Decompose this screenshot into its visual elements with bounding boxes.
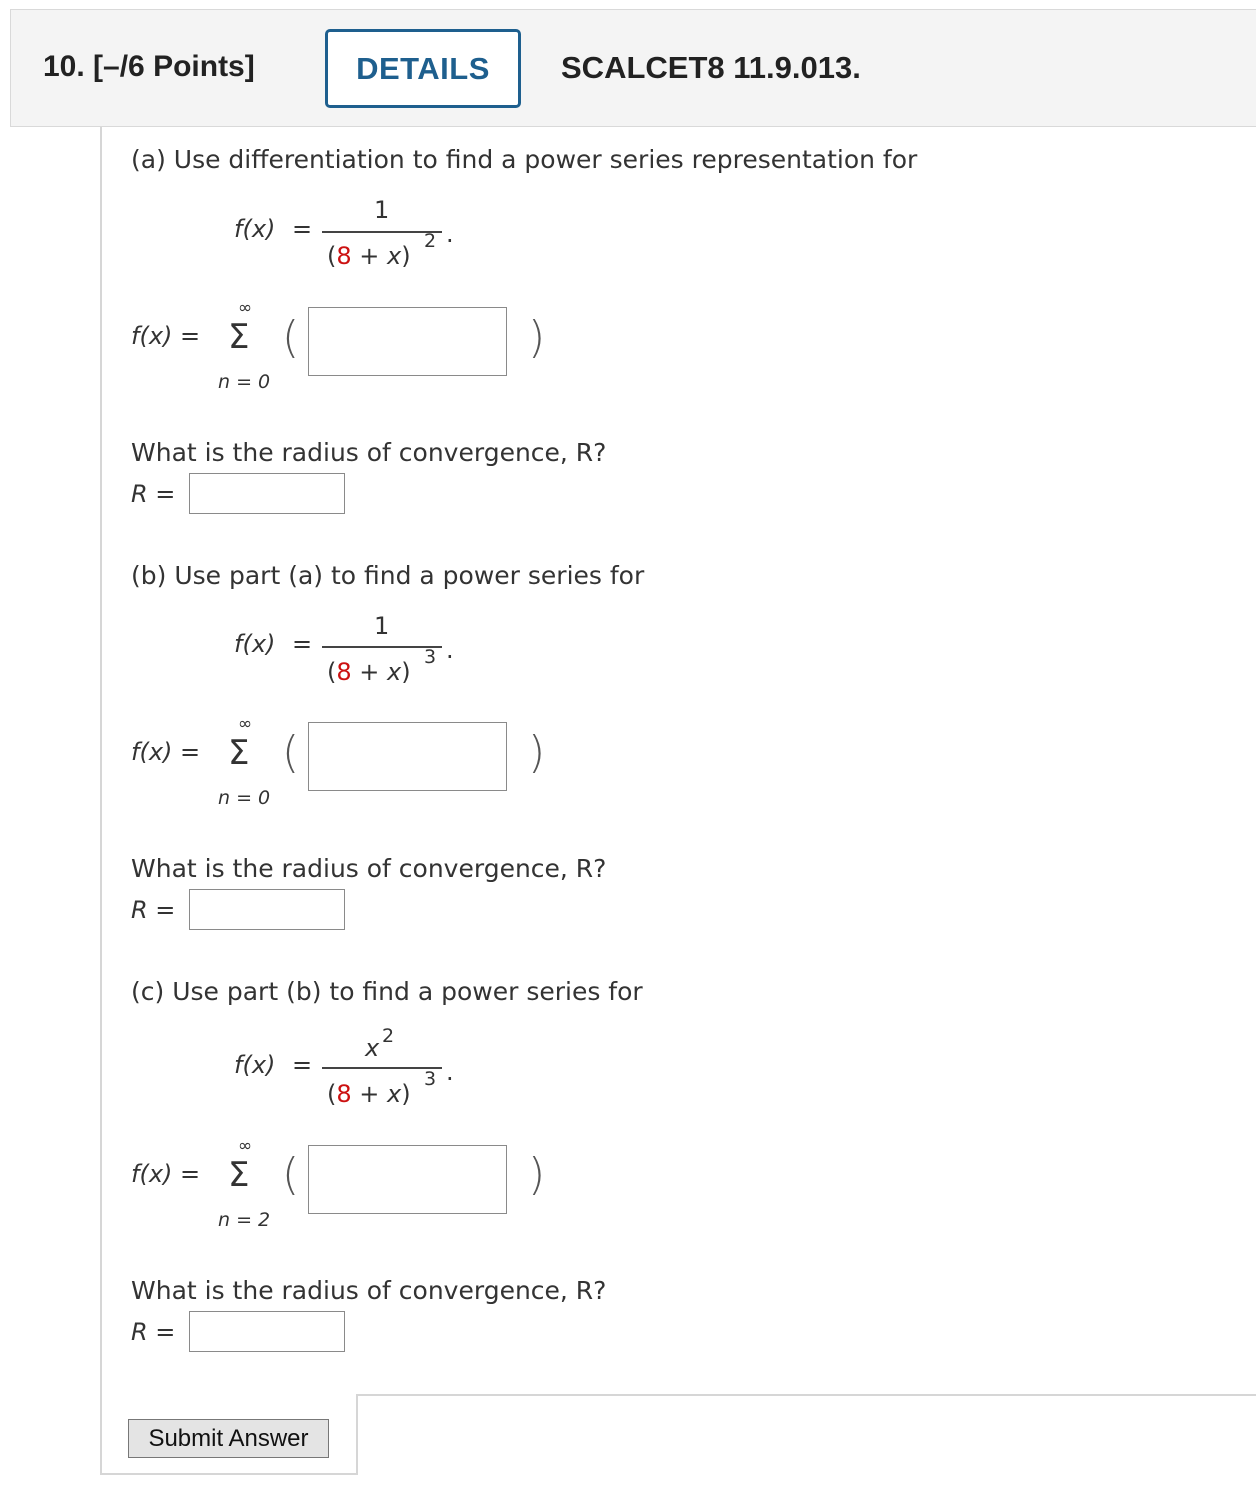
period: . [446, 636, 454, 664]
close-paren: ) [528, 1149, 546, 1200]
open-paren: ( [282, 727, 300, 778]
denominator-constant: 8 [336, 242, 352, 270]
part-b-prompt: (b) Use part (a) to find a power series for [131, 561, 645, 590]
open-paren: ( [282, 312, 300, 363]
details-button[interactable]: DETAILS [325, 29, 521, 108]
problem-code: SCALCET8 11.9.013. [561, 50, 861, 85]
f-of-x: f(x) [131, 322, 173, 350]
f-of-x: f(x) [234, 630, 276, 658]
part-a-prompt: (a) Use differentiation to find a power series representation for [131, 145, 918, 174]
part-a-numerator: 1 [374, 196, 390, 224]
sum-lower-limit: n = 0 [218, 371, 271, 393]
f-of-x: f(x) [131, 738, 173, 766]
part-c-numerator-exponent: 2 [382, 1025, 395, 1047]
part-a-function-label [234, 215, 275, 243]
part-b-series-input[interactable] [308, 722, 507, 791]
part-c-radius-question: What is the radius of convergence, R? [131, 1276, 607, 1305]
period: . [446, 220, 454, 248]
panel-top-right-border [356, 1394, 1256, 1396]
part-c-exponent: 3 [424, 1068, 437, 1090]
f-of-x: f(x) [131, 1160, 173, 1188]
equals-sign: = [180, 322, 201, 350]
part-c-series-input[interactable] [308, 1145, 507, 1214]
equals-sign: = [180, 1160, 201, 1188]
part-a-denominator: (8 + x) [327, 242, 411, 270]
summation-icon: Σ [228, 733, 250, 773]
submit-answer-button[interactable]: Submit Answer [128, 1419, 329, 1458]
f-of-x: f(x) [234, 215, 276, 243]
period: . [446, 1058, 454, 1086]
part-a-radius-input[interactable] [189, 473, 345, 514]
part-c-radius-label: R = [131, 1318, 176, 1346]
summation-icon: Σ [228, 1155, 250, 1195]
sum-upper-limit: ∞ [238, 298, 253, 318]
part-b-series-label [131, 738, 200, 766]
part-c-radius-input[interactable] [189, 1311, 345, 1352]
f-of-x: f(x) [234, 1051, 276, 1079]
part-b-radius-question: What is the radius of convergence, R? [131, 854, 607, 883]
part-c-denominator: (8 + x) [327, 1080, 411, 1108]
part-c-function-label [234, 1051, 275, 1079]
denominator-constant: 8 [336, 658, 352, 686]
denominator-constant: 8 [336, 1080, 352, 1108]
question-number-points: 10. [–/6 Points] [43, 50, 255, 83]
close-paren: ) [528, 727, 546, 778]
part-b-radius-input[interactable] [189, 889, 345, 930]
panel-bottom-border [100, 1473, 358, 1475]
equals-sign: = [292, 215, 313, 243]
part-c-prompt: (c) Use part (b) to find a power series for [131, 977, 643, 1006]
part-b-function-label [234, 630, 275, 658]
equals-sign: = [180, 738, 201, 766]
part-a-exponent: 2 [424, 230, 437, 252]
part-b-numerator: 1 [374, 612, 390, 640]
part-b-denominator: (8 + x) [327, 658, 411, 686]
open-paren: ( [282, 1149, 300, 1200]
equals-sign: = [292, 630, 313, 658]
part-a-series-input[interactable] [308, 307, 507, 376]
sum-upper-limit: ∞ [238, 714, 253, 734]
equals-sign: = [292, 1051, 313, 1079]
part-b-radius-label: R = [131, 896, 176, 924]
panel-left-border [100, 127, 102, 1474]
sum-upper-limit: ∞ [238, 1136, 253, 1156]
sum-lower-limit: n = 2 [218, 1209, 271, 1231]
part-a-series-label [131, 322, 200, 350]
sum-lower-limit: n = 0 [218, 787, 271, 809]
part-a-radius-label: R = [131, 480, 176, 508]
part-c-numerator-x: x [365, 1034, 380, 1062]
part-b-exponent: 3 [424, 646, 437, 668]
part-c-series-label [131, 1160, 200, 1188]
panel-step-border [356, 1395, 358, 1475]
summation-icon: Σ [228, 317, 250, 357]
part-a-radius-question: What is the radius of convergence, R? [131, 438, 607, 467]
close-paren: ) [528, 312, 546, 363]
